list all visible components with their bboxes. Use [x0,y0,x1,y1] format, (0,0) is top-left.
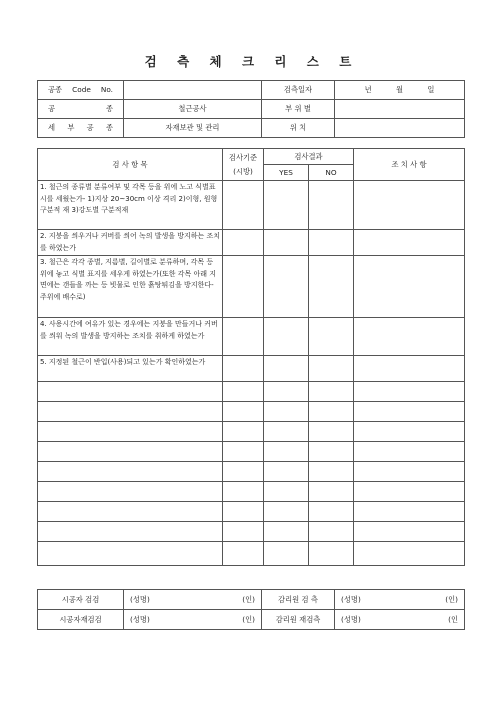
yes-cell[interactable] [264,256,309,318]
subtype-value[interactable]: 자재보관 및 관리 [124,119,262,138]
item-text: 1. 철근의 종류별 분류여부 및 각목 등을 위에 노고 식별표시를 세웠는가- 1)지상 20~30cm 이상 격리 2)이형, 원형 구분적 재 3)강도별 구분적재 [38,181,223,230]
table-row [38,402,465,422]
col-no-header: NO [309,165,354,181]
item-text: 4. 사용시간에 여유가 있는 경우에는 지붕을 만들거나 커버를 씌워 녹의 발생을 방지하는 조치를 취하게 하였는가 [38,318,223,356]
action-cell[interactable] [354,356,465,382]
item-text: 5. 지정된 철근이 반입(사용)되고 있는가 확인하였는가 [38,356,223,382]
supervisor-inspect-label: 감리원 검 측 [262,590,335,610]
no-cell[interactable] [309,318,354,356]
header-row-type [38,100,465,119]
table-header-row [38,149,465,165]
date-value[interactable]: 년 월 일 [335,81,465,100]
inspection-table [37,148,465,566]
table-row [38,482,465,502]
name-label: (성명) [341,614,361,624]
table-row [38,230,465,256]
table-row [38,382,465,402]
yes-cell[interactable] [264,181,309,230]
no-cell[interactable] [309,181,354,230]
col-action-header: 조 치 사 항 [354,149,465,181]
table-row [38,522,465,542]
table-row [38,542,465,566]
name-label: (성명) [341,594,361,604]
table-row [38,442,465,462]
standard-cell[interactable] [223,318,264,356]
type-label: 공 종 [38,100,124,119]
no-cell[interactable] [309,256,354,318]
supervisor-inspect-sign[interactable] [335,590,465,610]
action-cell[interactable] [354,318,465,356]
supervisor-reinspect-sign[interactable] [335,610,465,630]
no-cell[interactable] [309,230,354,256]
table-row [38,422,465,442]
col-standard-header: 검사기준 (시방) [223,149,264,181]
yes-cell[interactable] [264,230,309,256]
seal-label: (인 [448,614,458,624]
part-value[interactable] [335,100,465,119]
header-table [37,80,465,138]
header-row-subtype [38,119,465,138]
supervisor-reinspect-label: 감리원 재검측 [262,610,335,630]
table-row [38,181,465,230]
col-result-header: 검사결과 [264,149,354,165]
contractor-reinspect-label: 시공자재검검 [38,610,124,630]
standard-cell[interactable] [223,256,264,318]
name-label: (성명) [130,594,150,604]
subtype-label: 세 부 공 종 [38,119,124,138]
code-label: 공종 Code No. [38,81,124,100]
contractor-reinspect-sign[interactable] [124,610,262,630]
location-label: 위 치 [262,119,335,138]
seal-label: (인) [242,594,255,604]
table-row [38,356,465,382]
action-cell[interactable] [354,256,465,318]
date-label: 검측일자 [262,81,335,100]
table-row [38,502,465,522]
name-label: (성명) [130,614,150,624]
part-label: 부 위 별 [262,100,335,119]
table-row [38,256,465,318]
no-cell[interactable] [309,356,354,382]
table-row [38,462,465,482]
signature-row [38,590,465,610]
signature-row [38,610,465,630]
standard-cell[interactable] [223,181,264,230]
yes-cell[interactable] [264,318,309,356]
table-row [38,318,465,356]
col-yes-header: YES [264,165,309,181]
page-title: 검 측 체 크 리 스 트 [144,54,360,69]
seal-label: (인) [242,614,255,624]
action-cell[interactable] [354,181,465,230]
action-cell[interactable] [354,230,465,256]
col-item-header: 검 사 항 목 [38,149,223,181]
type-value[interactable]: 철근공사 [124,100,262,119]
header-row-code [38,81,465,100]
item-text: 3. 철근은 각각 종별, 지름별, 길이별로 분류하며, 각목 등 위에 놓고 식별 표지를 세우게 하였는가(또한 각목 아래 지면에는 갠들을 까는 등 빗물로 인한 흙탕튀김을 방지한다- 주위에 배수로) [38,256,223,318]
yes-cell[interactable] [264,356,309,382]
seal-label: (인) [445,594,458,604]
contractor-inspect-sign[interactable] [124,590,262,610]
standard-cell[interactable] [223,230,264,256]
standard-cell[interactable] [223,356,264,382]
item-text: 2. 지붕을 씌우거나 커버를 씌어 녹의 발생을 방지하는 조치를 하였는가 [38,230,223,256]
location-value[interactable] [335,119,465,138]
code-value[interactable] [124,81,262,100]
signature-table [37,589,465,630]
contractor-inspect-label: 시공자 검검 [38,590,124,610]
